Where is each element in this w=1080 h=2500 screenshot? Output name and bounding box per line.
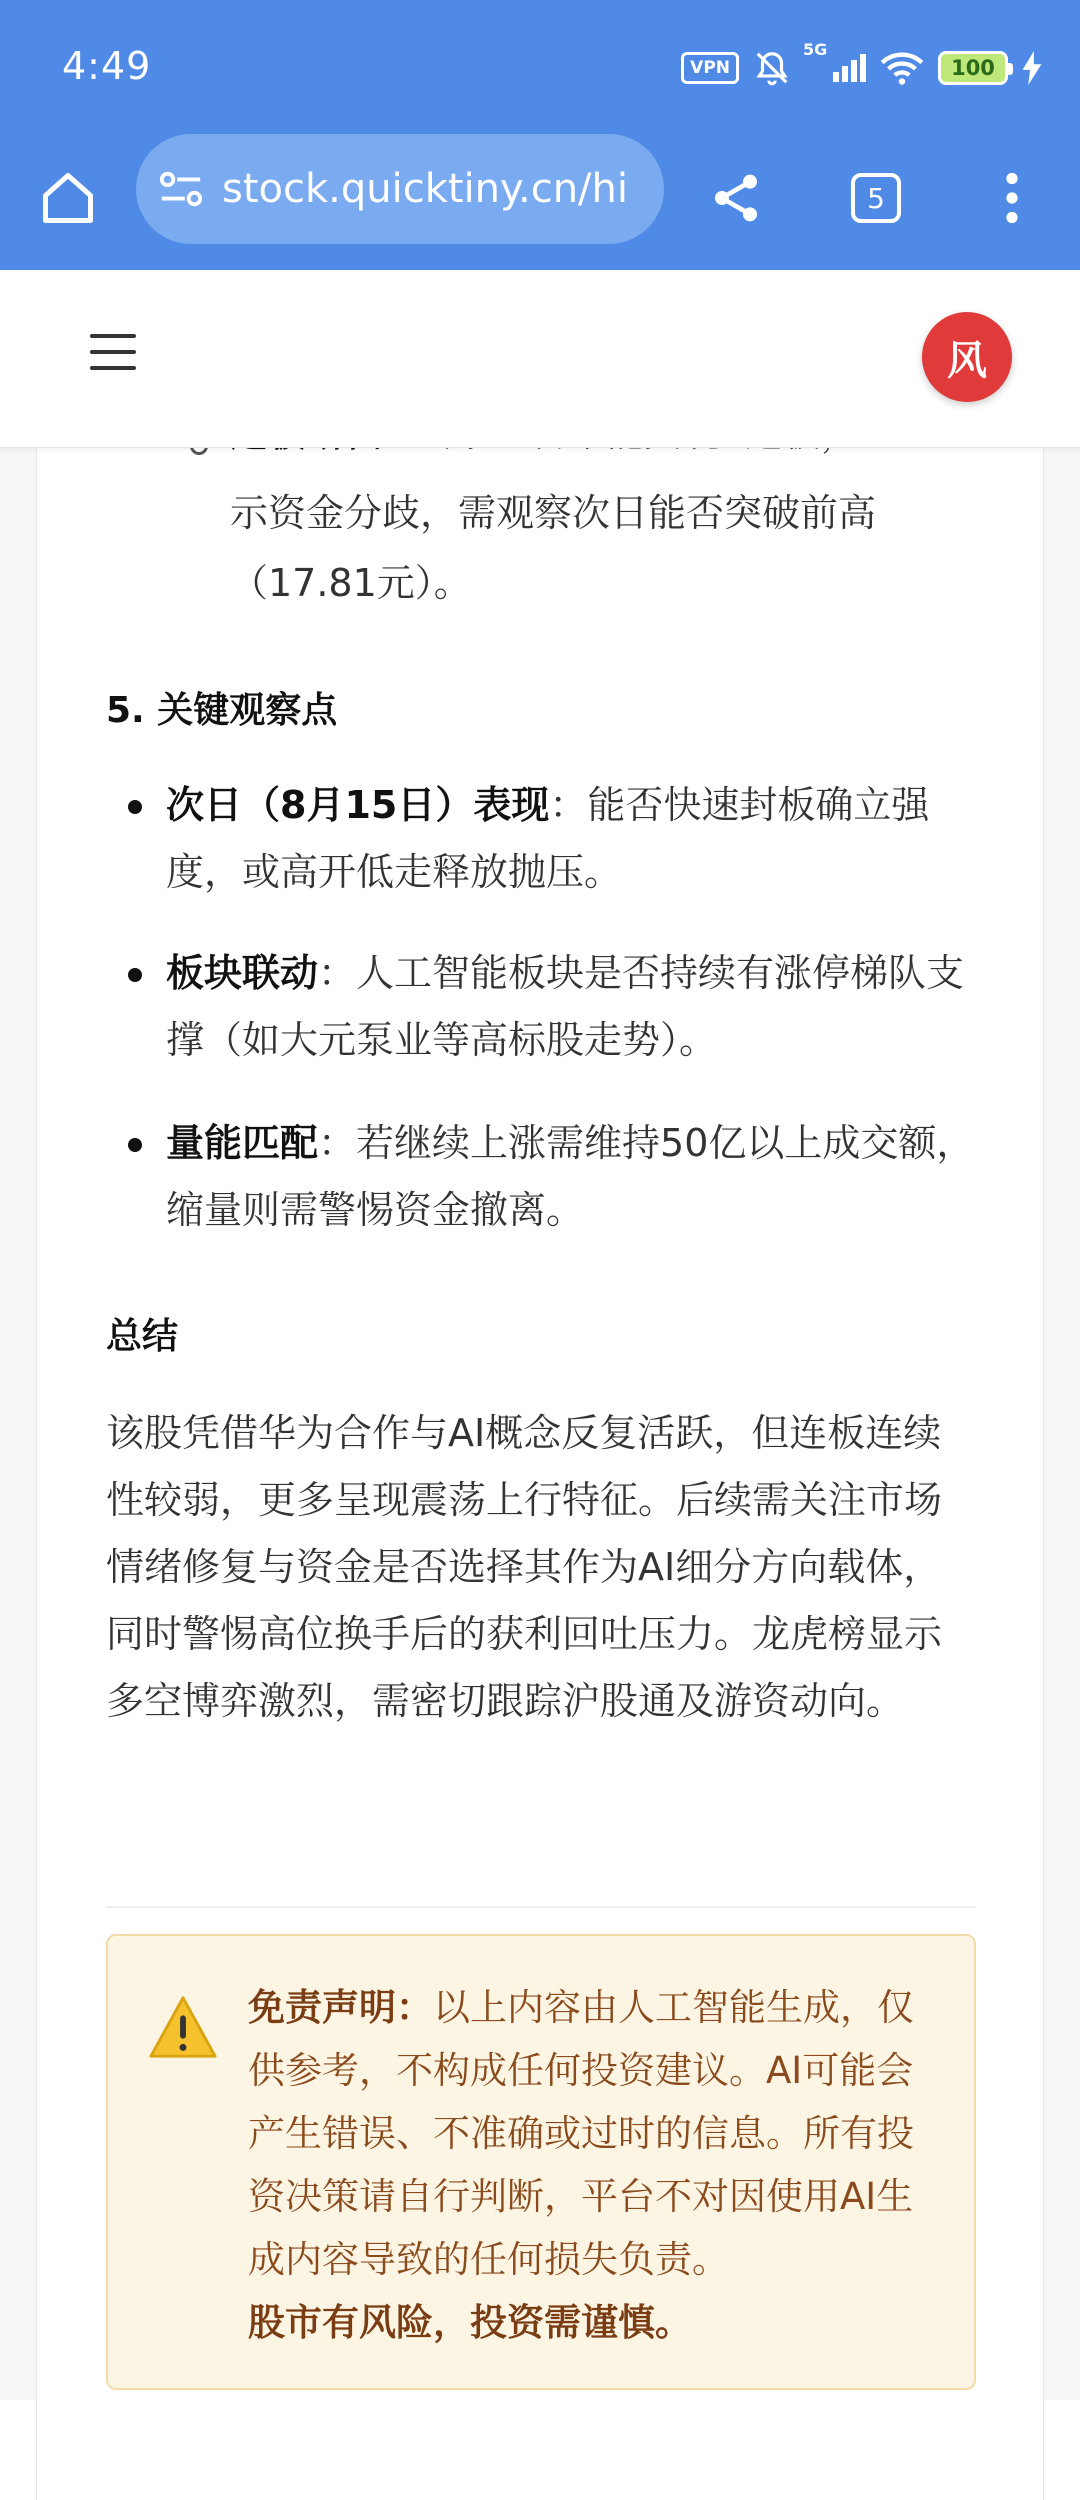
- bullet-icon: [128, 968, 142, 982]
- address-bar[interactable]: [136, 134, 664, 244]
- browser-chrome: [0, 0, 1080, 270]
- hamburger-menu-icon[interactable]: [90, 334, 136, 374]
- disclaimer-box: [106, 1934, 976, 2390]
- disclaimer-body: 以上内容由人工智能生成，仅供参考，不构成任何投资建议。AI可能会产生错误、不准确或过时的信息。所有投资决策请自行判断，平台不对因使用AI生成内容导致的任何损失负责。: [248, 1986, 914, 2281]
- bullet-label: 次日（8月15日）表现: [166, 783, 550, 827]
- wifi-icon: [880, 50, 924, 86]
- bullet-body: ：能否快速封板确立强度，或高开低走释放抛压。: [166, 783, 930, 894]
- vpn-icon: VPN: [681, 52, 739, 84]
- avatar[interactable]: 风: [922, 312, 1012, 402]
- bullet-body: ：人工智能板块是否持续有涨停梯队支撑（如大元泵业等高标股走势）。: [166, 951, 965, 1062]
- bullet-body: ：若继续上涨需维持50亿以上成交额，缩量则需警惕资金撤离。: [166, 1121, 975, 1232]
- status-bar: [0, 0, 1080, 130]
- site-settings-icon[interactable]: [158, 169, 204, 209]
- charging-icon: [1022, 51, 1042, 85]
- home-icon: [38, 168, 98, 228]
- site-header: [0, 270, 1080, 448]
- bullet-text: [166, 772, 986, 906]
- share-icon: [708, 170, 764, 226]
- bullet-label: 板块联动: [166, 951, 319, 995]
- cut-continuation-line-1: 示资金分歧，需观察次日能否突破前高: [230, 491, 877, 535]
- section-title: 5. 关键观察点: [106, 690, 338, 731]
- bell-off-icon: [753, 49, 791, 87]
- bullet-label: 量能匹配: [166, 1121, 319, 1165]
- bullet-icon: [128, 1138, 142, 1152]
- share-button[interactable]: [696, 158, 776, 238]
- warning-icon: [148, 1994, 218, 2060]
- summary-title: 总结: [106, 1316, 179, 1357]
- status-icons: [681, 40, 1042, 88]
- bullet-text: [166, 1110, 986, 1244]
- cut-continuation-line-2: （17.81元）。: [230, 561, 472, 605]
- more-menu-button[interactable]: [972, 158, 1052, 238]
- disclaimer-closing: 股市有风险，投资需谨慎。: [248, 2301, 692, 2344]
- browser-toolbar: [0, 130, 1080, 270]
- status-time: 4:49: [62, 44, 152, 88]
- url-text: stock.quicktiny.cn/hi: [222, 166, 628, 212]
- divider: [106, 1906, 976, 1908]
- tabs-count: 5: [851, 173, 901, 223]
- bullet-text: [166, 940, 986, 1074]
- disclaimer-label: 免责声明：: [248, 1986, 433, 2029]
- more-vert-icon: [1002, 172, 1022, 224]
- battery-icon: 100: [938, 51, 1008, 85]
- tabs-button[interactable]: [836, 158, 916, 238]
- summary-text: 该股凭借华为合作与AI概念反复活跃，但连板连续性较弱，更多呈现震荡上行特征。后续需关注市场情绪修复与资金是否选择其作为AI细分方向载体，同时警惕高位换手后的获利回吐压力。龙虎榜显示多空博弈激烈，需密切跟踪沪股通及游资动向。: [106, 1411, 943, 1723]
- network-type: 5G: [803, 40, 828, 59]
- bullet-icon: [128, 800, 142, 814]
- signal-icon: [803, 40, 866, 82]
- disclaimer-text: [248, 1976, 948, 2354]
- home-button[interactable]: [28, 158, 108, 238]
